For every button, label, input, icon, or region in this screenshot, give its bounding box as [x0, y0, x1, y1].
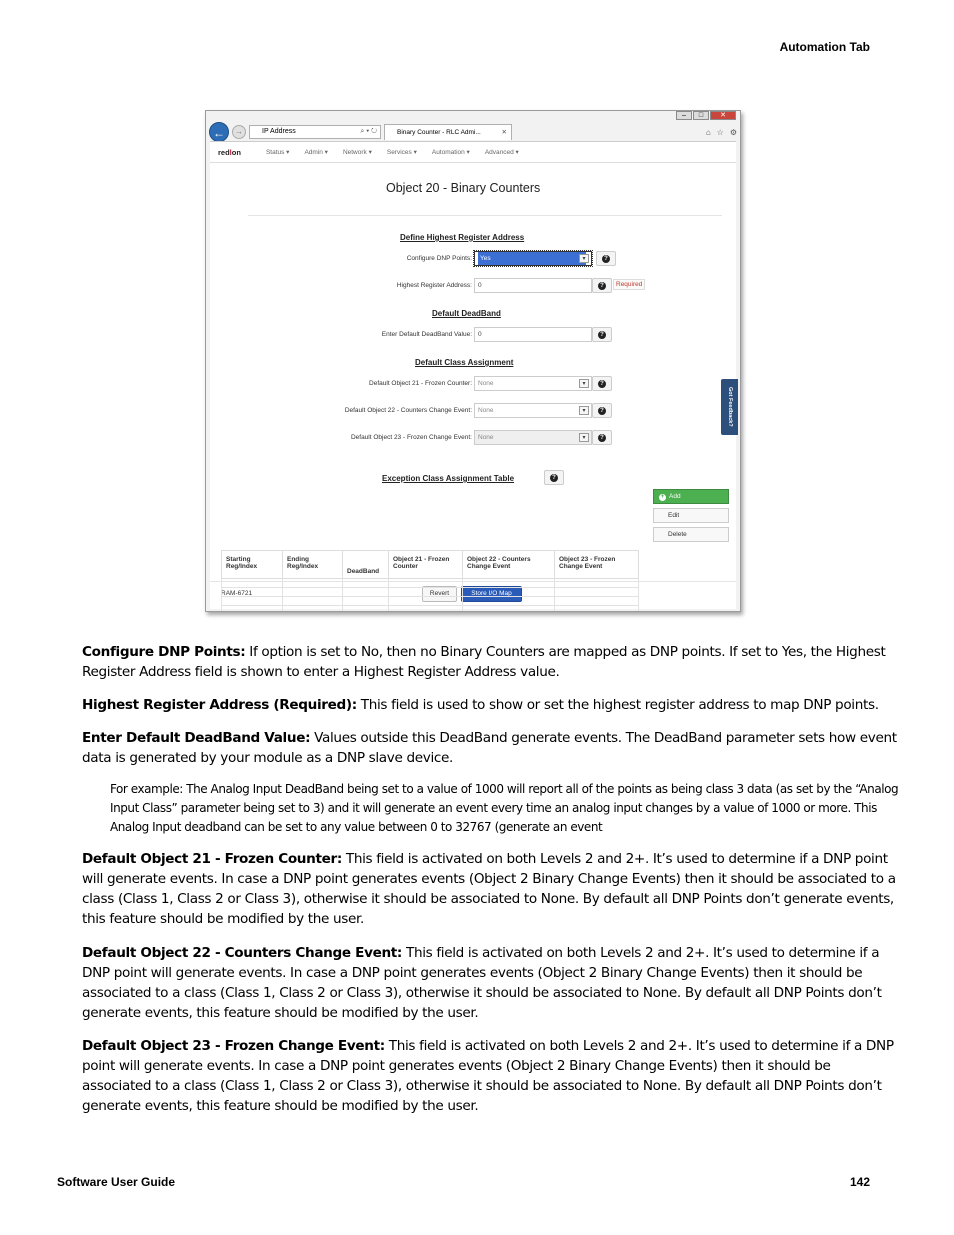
search-refresh-icon[interactable]: ⌕ ▾ ↻: [360, 128, 377, 135]
minimize-icon[interactable]: –: [676, 111, 692, 120]
highest-register-input[interactable]: 0: [474, 278, 592, 293]
model-number: RAM-6721: [221, 590, 253, 597]
app-nav-bar: [210, 141, 736, 163]
example-note: For example: The Analog Input DeadBand being set to a value of 1000 will report all of the points as being class 3 data (as set by the “Analog Input Class” parameter being set to 3) and it will generate an event every time an analog input changes by a value of 1000 or more. This Analog Input deadband can be set to any value between 0 to 32767 (generate an event: [110, 782, 899, 834]
nav-services[interactable]: Services ▾: [386, 149, 417, 156]
chevron-down-icon: ▾: [579, 379, 589, 388]
obj21-label: Default Object 21 - Frozen Counter:: [369, 380, 472, 387]
nav-admin[interactable]: Admin ▾: [304, 149, 328, 156]
obj22-label: Default Object 22 - Counters Change Event:: [344, 407, 472, 414]
deadband-label: Enter Default DeadBand Value:: [381, 331, 472, 338]
col-obj22: Object 22 - Counters Change Event: [463, 551, 555, 579]
plus-icon: +: [660, 494, 665, 500]
tab-title: Binary Counter - RLC Admi...: [397, 129, 481, 136]
browser-screenshot: [205, 110, 741, 612]
help-deadband[interactable]: [592, 327, 612, 342]
help-icon: ?: [598, 407, 606, 415]
paragraph-configure-dnp: Configure DNP Points: If option is set to No, then no Binary Counters are mapped as DNP points. If set to Yes, the Highest Register Address field is shown to enter a Highest Register Address value.: [82, 644, 886, 680]
help-configure-dnp[interactable]: [596, 251, 616, 266]
paragraph-obj23: Default Object 23 - Frozen Change Event: This field is activated on both Levels 2 and 2+. It’s used to determine if a DNP point will generate events. In case a DNP point generates events (Object 2 Binary Change Events) then it should be associated to a class (Class 1, Class 2 or Class 3), otherwise it should be associated to None. By default all DNP Points don’t generate events, this feature should be modified by the user.: [82, 1038, 894, 1114]
configure-dnp-label: Configure DNP Points:: [406, 255, 472, 262]
back-arrow-icon[interactable]: ←: [209, 122, 229, 142]
table-row: [222, 588, 639, 597]
divider: [248, 215, 722, 216]
chevron-down-icon: ▾: [579, 254, 589, 263]
table-row: [222, 579, 639, 588]
page-number: 142: [849, 1175, 870, 1189]
settings-gear-icon[interactable]: ⚙: [729, 127, 737, 137]
help-icon: ?: [598, 380, 606, 388]
help-icon: ?: [598, 331, 606, 339]
footer-guide-title: Software User Guide: [57, 1175, 176, 1189]
help-icon: ?: [598, 282, 606, 290]
exception-class-table: [221, 550, 639, 612]
close-icon[interactable]: ✕: [710, 111, 736, 120]
chevron-down-icon: ▾: [579, 433, 589, 442]
help-obj22[interactable]: [592, 403, 612, 418]
maximize-icon[interactable]: □: [693, 111, 709, 120]
help-obj21[interactable]: [592, 376, 612, 391]
section-default-deadband: Default DeadBand: [432, 309, 501, 318]
col-obj21: Object 21 - Frozen Counter: [389, 551, 463, 579]
col-starting-reg: Starting Reg/Index: [222, 551, 283, 579]
paragraph-obj22: Default Object 22 - Counters Change Event: This field is activated on both Levels 2 and 2+. It’s used to determine if a DNP point will generate events. In case a DNP point generates events (Object 2 Binary Change Events) then it should be associated to a class (Class 1, Class 2 or Class 3), otherwise it should be associated to None. By default all DNP Points don’t generate events, this feature should be modified by the user.: [82, 945, 882, 1021]
chevron-down-icon: ▾: [579, 406, 589, 415]
browser-tab[interactable]: [384, 124, 512, 140]
nav-network[interactable]: Network ▾: [342, 149, 372, 156]
configure-dnp-select[interactable]: Yes ▾: [474, 251, 592, 266]
col-obj23: Object 23 - Frozen Change Event: [555, 551, 639, 579]
delete-button[interactable]: Delete: [653, 527, 729, 542]
address-bar[interactable]: [249, 125, 381, 139]
obj22-select[interactable]: None ▾: [474, 403, 592, 418]
required-badge: Required: [613, 279, 645, 290]
favorites-star-icon[interactable]: ☆: [716, 127, 724, 137]
paragraph-highest-register: Highest Register Address (Required): This field is used to show or set the highest register address to map DNP points.: [82, 697, 879, 713]
section-exception-table: Exception Class Assignment Table: [382, 474, 515, 483]
table-row: [222, 597, 639, 606]
feedback-tab[interactable]: Got Feedback?: [721, 379, 738, 435]
obj23-select[interactable]: None ▾: [474, 430, 592, 445]
help-icon: ?: [598, 434, 606, 442]
brand-logo: redlon: [218, 147, 241, 157]
nav-automation[interactable]: Automation ▾: [431, 149, 470, 156]
table-header-row: [222, 551, 639, 579]
forward-arrow-icon[interactable]: →: [232, 125, 246, 139]
page-header: Automation Tab: [779, 40, 870, 54]
paragraph-deadband: Enter Default DeadBand Value: Values outside this DeadBand generate events. The DeadBand parameter sets how event data is generated by your module as a DNP slave device.: [82, 730, 897, 766]
col-ending-reg: Ending Reg/Index: [283, 551, 343, 579]
nav-status[interactable]: Status ▾: [265, 149, 290, 156]
app-content: [210, 163, 736, 609]
help-obj23[interactable]: [592, 430, 612, 445]
page-title: Object 20 - Binary Counters: [386, 181, 541, 195]
help-icon: ?: [602, 255, 610, 263]
highest-register-label: Highest Register Address:: [396, 282, 472, 289]
home-icon[interactable]: ⌂: [705, 127, 711, 137]
tab-close-icon[interactable]: ✕: [501, 129, 507, 136]
nav-advanced[interactable]: Advanced ▾: [484, 149, 519, 156]
revert-button[interactable]: Revert: [422, 586, 457, 602]
section-highest-register: Define Highest Register Address: [400, 233, 525, 242]
browser-toolbar-icons: [706, 128, 737, 137]
address-row: [209, 123, 737, 141]
deadband-input[interactable]: 0: [474, 327, 592, 342]
edit-button[interactable]: Edit: [653, 508, 729, 523]
address-text: IP Address: [262, 128, 296, 135]
obj23-label: Default Object 23 - Frozen Change Event:: [350, 434, 472, 441]
store-io-map-button[interactable]: Store I/O Map: [461, 586, 522, 602]
add-button[interactable]: + Add: [653, 489, 729, 504]
table-row: [222, 606, 639, 613]
paragraph-obj21: Default Object 21 - Frozen Counter: This field is activated on both Levels 2 and 2+. It’s used to determine if a DNP point will generate events. In case a DNP point generates events (Object 2 Binary Change Events) then it should be associated to a class (Class 1, Class 2 or Class 3), otherwise it should be associated to None. By default all DNP Points don’t generate events, this feature should be modified by the user.: [82, 851, 896, 927]
help-exception-table[interactable]: [544, 470, 564, 485]
obj21-select[interactable]: None ▾: [474, 376, 592, 391]
window-controls: [676, 111, 736, 120]
help-highest-register[interactable]: [592, 278, 612, 293]
help-icon: ?: [550, 474, 558, 482]
section-default-class: Default Class Assignment: [415, 358, 514, 367]
col-deadband: DeadBand: [343, 551, 389, 579]
